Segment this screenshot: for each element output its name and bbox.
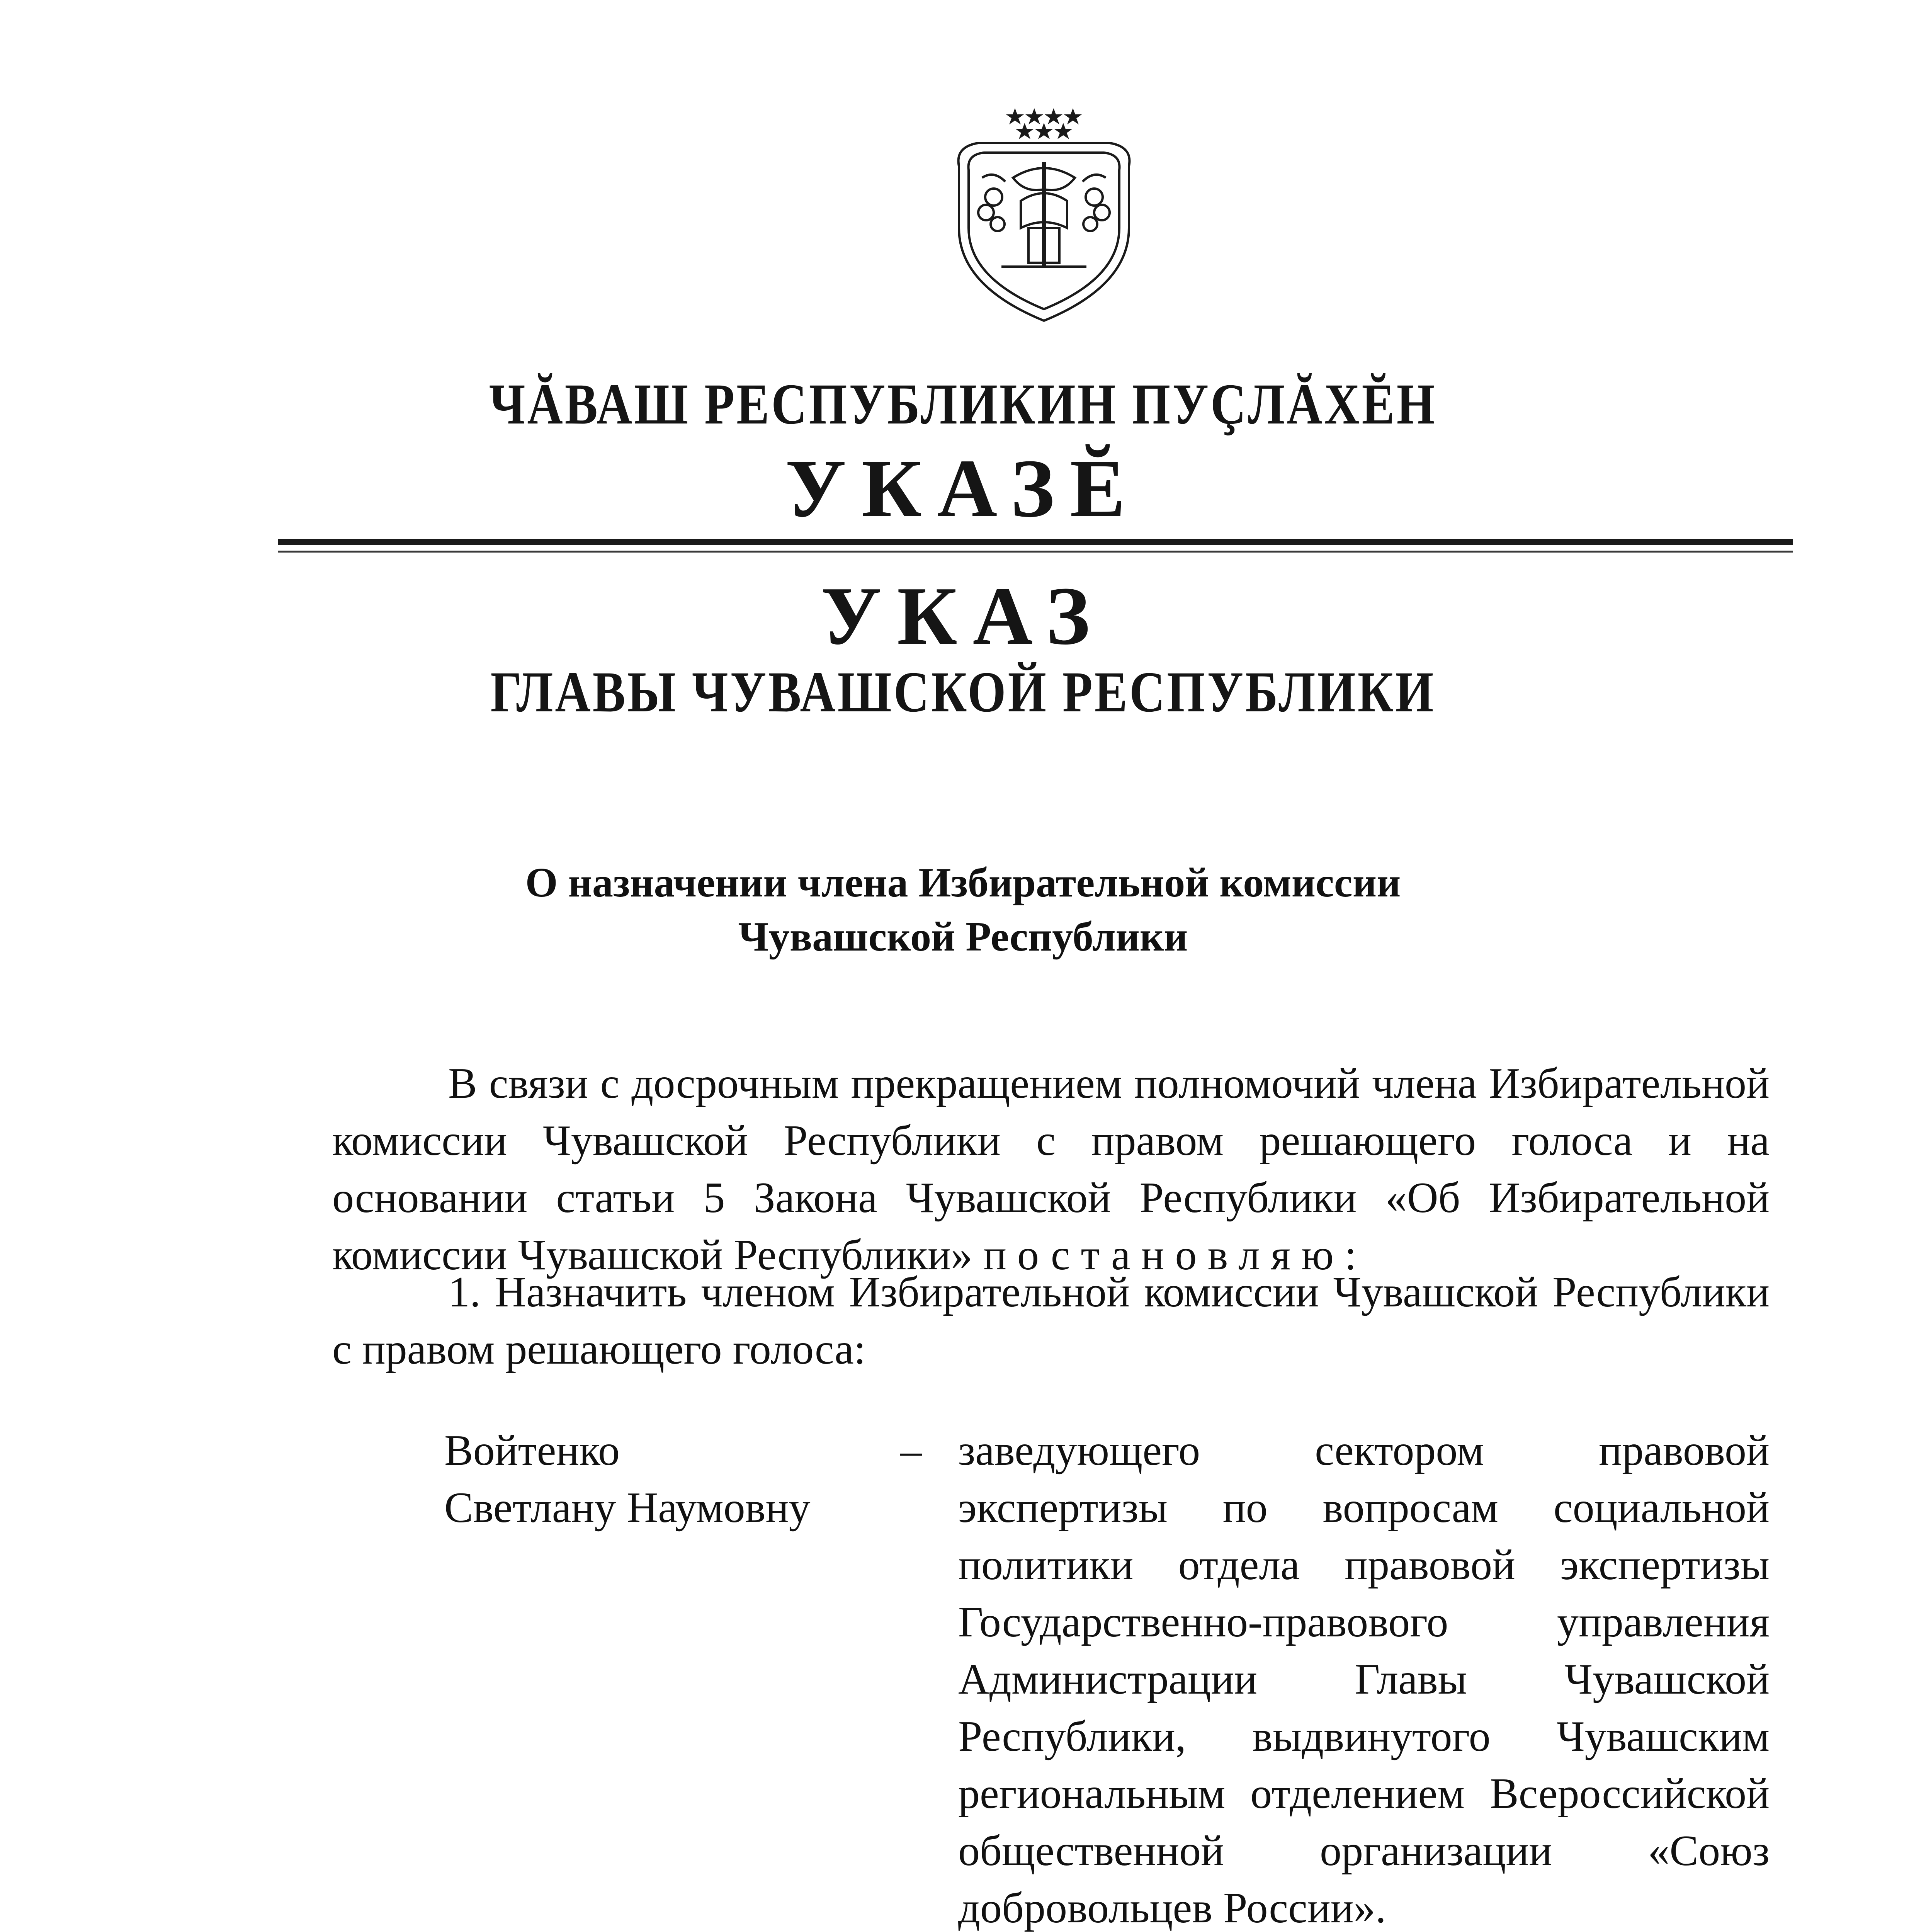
header-divider-thin — [278, 551, 1793, 553]
decree-title-line1: О назначении члена Избирательной комиссии — [525, 860, 1401, 906]
appointee-description: заведующего сектором правовой экспертизы по вопросам социальной политики отдела правовой экспертизы Государственно-правового управления Администрации Главы Чувашской Республики, выдвинутого Чувашским региональным отделением Всероссийской общественной организации «Союз добровольцев России». — [958, 1427, 1770, 1932]
decree-word: постановляю: — [983, 1231, 1368, 1279]
chuvash-coat-of-arms-icon — [924, 100, 1164, 332]
header-divider-thick — [278, 539, 1793, 545]
appointee-dash: – — [900, 1427, 922, 1475]
chuvash-header-line1: ЧĂВАШ РЕСПУБЛИКИН ПУÇЛĂХĔН — [489, 372, 1437, 436]
appointee-surname: Войтенко — [444, 1427, 620, 1475]
russian-header-line1: УКАЗ — [820, 570, 1106, 662]
preamble-paragraph — [332, 1055, 1770, 1284]
russian-header-line2: ГЛАВЫ ЧУВАШСКОЙ РЕСПУБЛИКИ — [490, 660, 1436, 724]
item-1: 1. Назначить членом Избирательной комиссии Чувашской Республики с правом решающего голоса: — [332, 1268, 1770, 1373]
decree-title-line2: Чувашской Республики — [738, 914, 1188, 960]
stars-icon — [1006, 108, 1082, 139]
chuvash-header-line2: УКАЗĔ — [785, 442, 1141, 534]
preamble-text: В связи с досрочным прекращением полномочий члена Избирательной комиссии Чувашской Республики с правом решающего голоса и на основании статьи 5 Закона Чувашской Республики «Об Избирательной комиссии Чувашской Республики» — [332, 1060, 1770, 1279]
appointee-name: Светлану Наумовну — [444, 1484, 811, 1532]
